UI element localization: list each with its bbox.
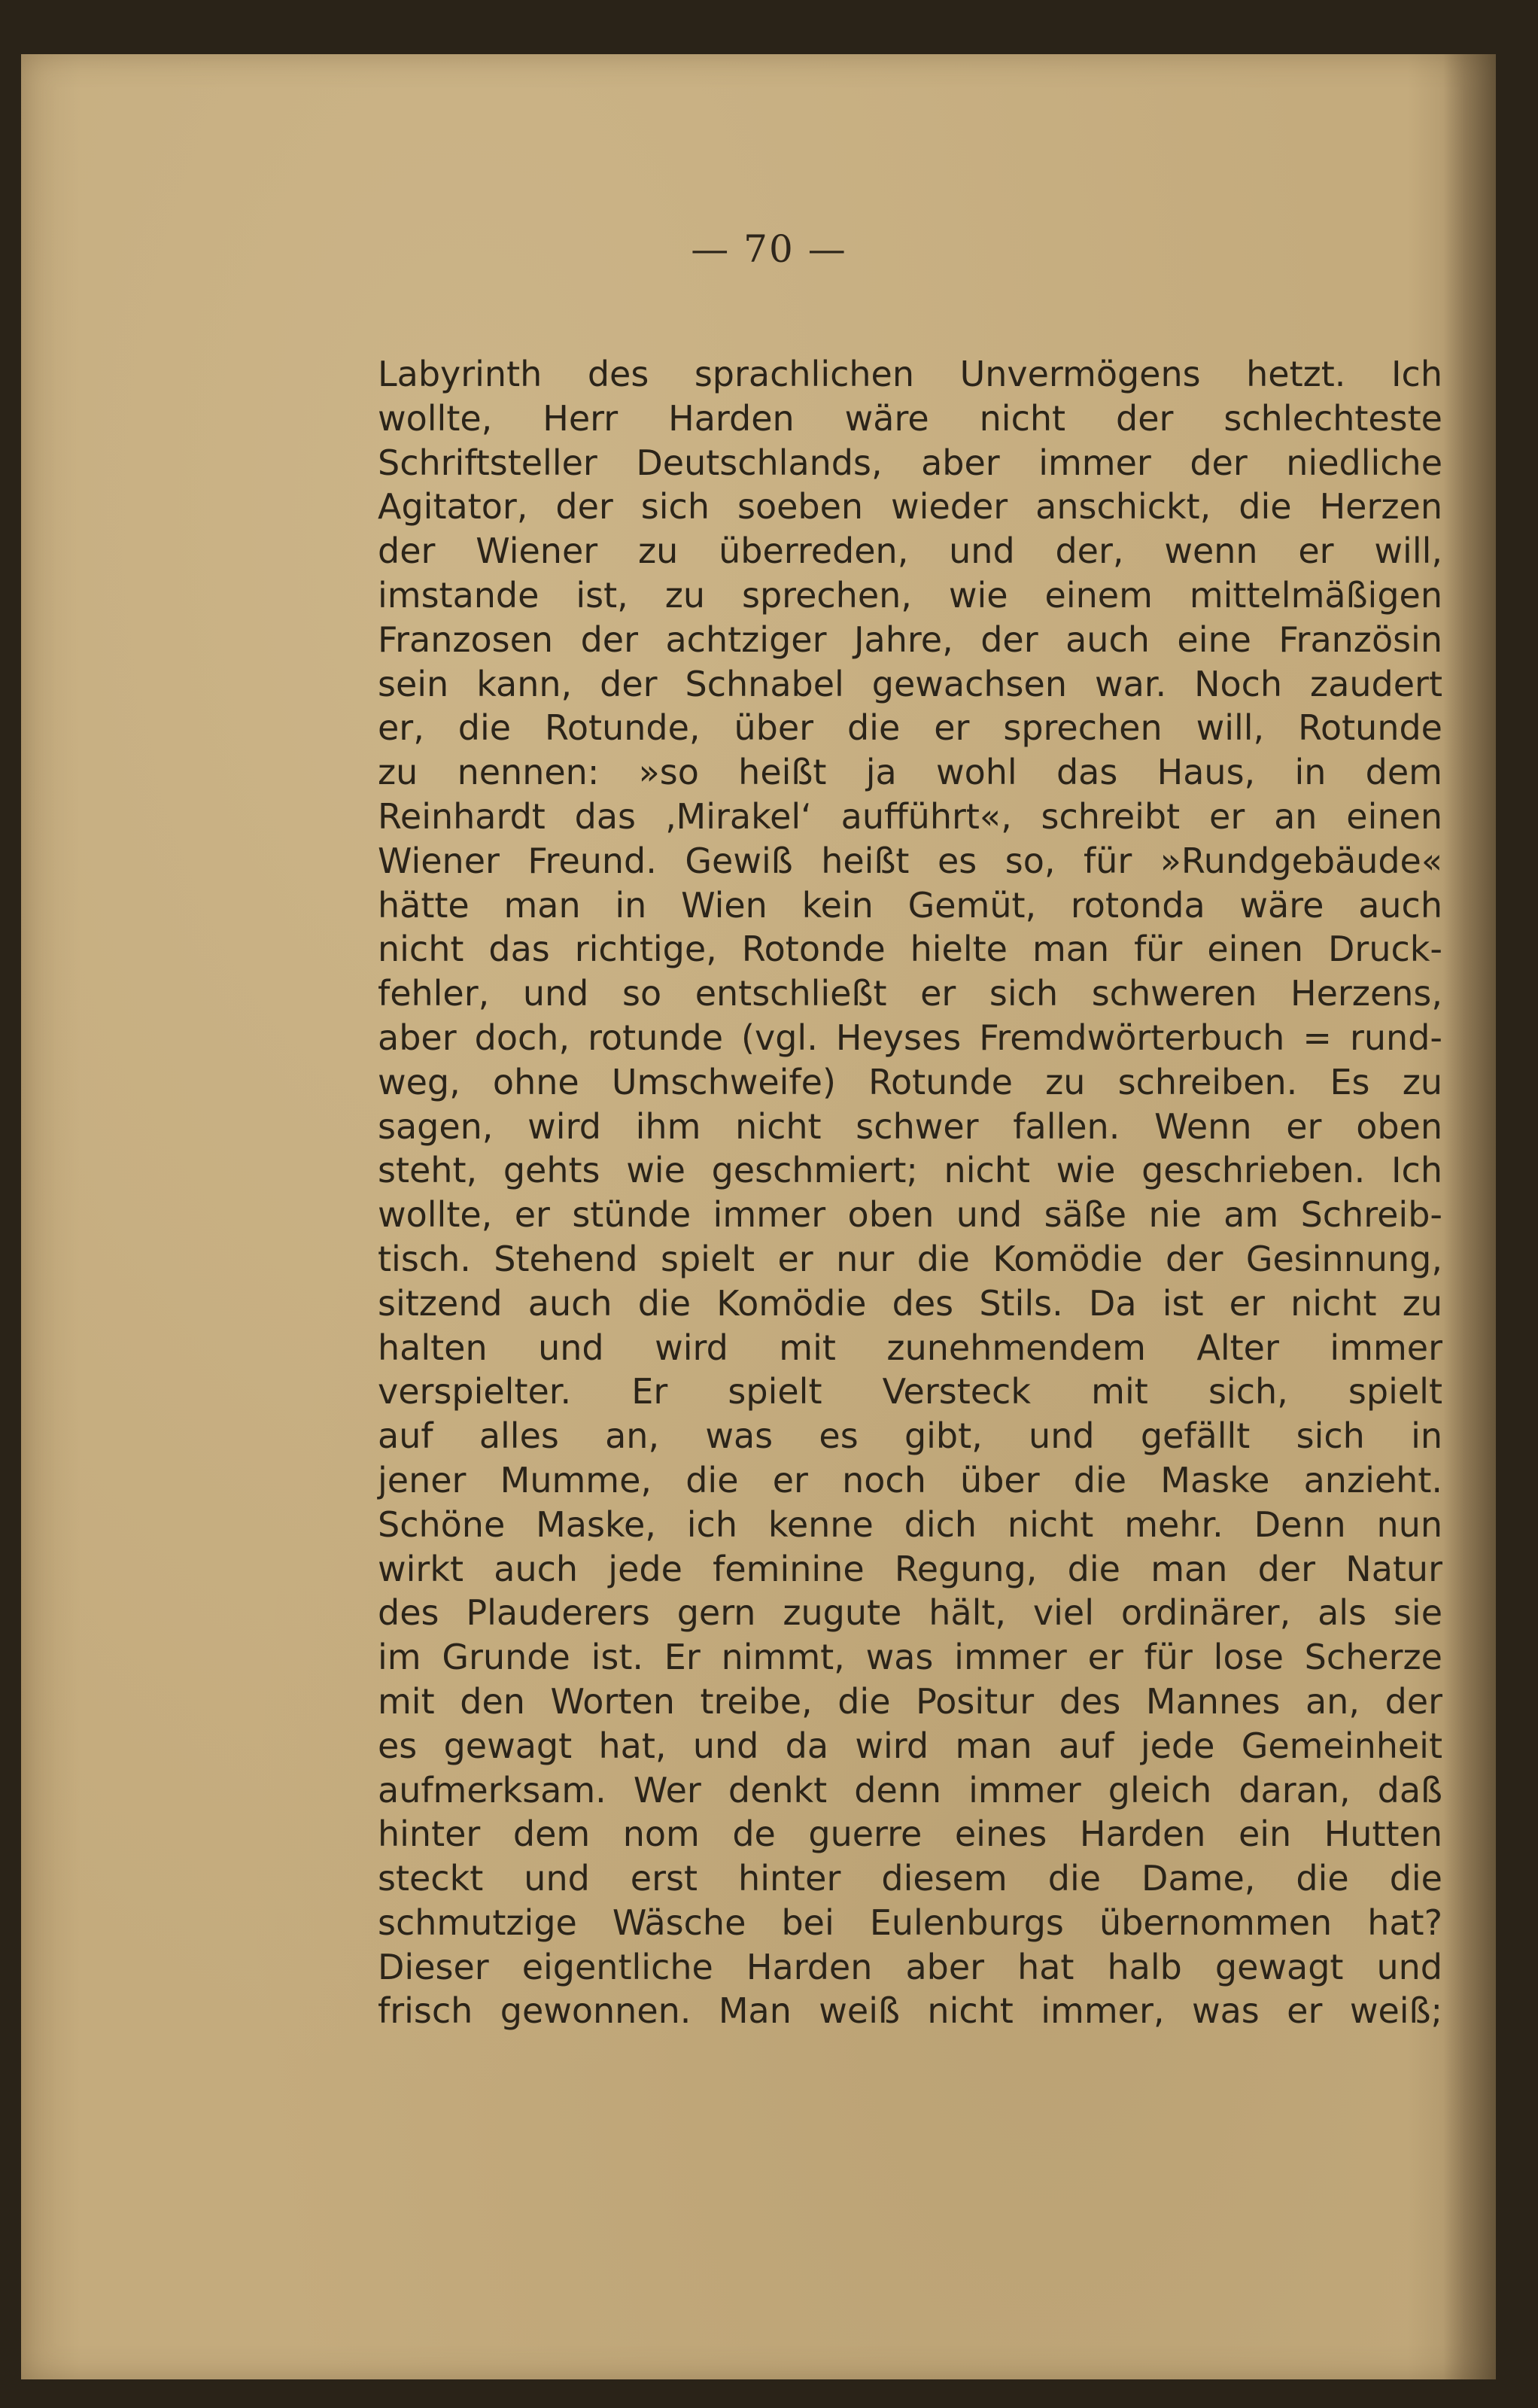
text-line: tisch. Stehend spielt er nur die Komödie der Gesinnung, xyxy=(378,1238,1442,1279)
text-line: aber doch, rotunde (vgl. Heyses Fremdwörterbuch = rund- xyxy=(378,1017,1442,1058)
text-line: es gewagt hat, und da wird man auf jede Gemeinheit xyxy=(378,1725,1442,1766)
page-gutter-shadow xyxy=(1443,54,1496,2379)
text-line: hätte man in Wien kein Gemüt, rotonda wäre auch xyxy=(378,884,1442,926)
text-line: sitzend auch die Komödie des Stils. Da ist er nicht zu xyxy=(378,1282,1442,1324)
text-line: auf alles an, was es gibt, und gefällt sich in xyxy=(378,1415,1442,1457)
text-line: Wiener Freund. Gewiß heißt es so, für »Rundgebäude« xyxy=(378,840,1442,881)
text-line: weg, ohne Umschweife) Rotunde zu schreiben. Es zu xyxy=(378,1061,1442,1102)
text-line: sein kann, der Schnabel gewachsen war. Noch zaudert xyxy=(378,663,1442,704)
text-line: Dieser eigentliche Harden aber hat halb gewagt und xyxy=(378,1946,1442,1987)
text-line: imstande ist, zu sprechen, wie einem mittelmäßigen xyxy=(378,574,1442,616)
text-line: wollte, er stünde immer oben und säße nie am Schreib- xyxy=(378,1194,1442,1236)
text-line: Labyrinth des sprachlichen Unvermögens hetzt. Ich xyxy=(378,354,1442,394)
text-line: hinter dem nom de guerre eines Harden ein Hutten xyxy=(378,1814,1442,1855)
text-line: er, die Rotunde, über die er sprechen will, Rotunde xyxy=(378,707,1442,749)
text-line: Agitator, der sich soeben wieder anschickt, die Herzen xyxy=(378,486,1442,528)
text-line: verspielter. Er spielt Versteck mit sich, spielt xyxy=(378,1371,1442,1412)
text-line: jener Mumme, die er noch über die Maske anzieht. xyxy=(378,1459,1442,1500)
page-number: — 70 — xyxy=(691,227,847,271)
text-line: im Grunde ist. Er nimmt, was immer er für lose Scherze xyxy=(378,1637,1442,1678)
text-line: wollte, Herr Harden wäre nicht der schlechteste xyxy=(378,397,1442,439)
text-line: halten und wird mit zunehmendem Alter immer xyxy=(378,1327,1442,1368)
text-line: frisch gewonnen. Man weiß nicht immer, was er weiß; xyxy=(378,1990,1442,2032)
text-line: der Wiener zu überreden, und der, wenn er will, xyxy=(378,531,1442,572)
text-line: mit den Worten treibe, die Positur des Mannes an, der xyxy=(378,1680,1442,1722)
text-line: Franzosen der achtziger Jahre, der auch eine Französin xyxy=(378,619,1442,660)
text-line: fehler, und so entschließt er sich schweren Herzens, xyxy=(378,973,1442,1014)
text-line: steht, gehts wie geschmiert; nicht wie geschrieben. Ich xyxy=(378,1150,1442,1191)
body-text xyxy=(378,352,1442,2033)
text-line: des Plauderers gern zugute hält, viel ordinärer, als sie xyxy=(378,1592,1442,1634)
text-line: Schöne Maske, ich kenne dich nicht mehr. Denn nun xyxy=(378,1503,1442,1545)
text-line: Reinhardt das ‚Mirakel‘ aufführt«, schreibt er an einen xyxy=(378,795,1442,837)
text-line: schmutzige Wäsche bei Eulenburgs übernommen hat? xyxy=(378,1902,1442,1943)
text-line: wirkt auch jede feminine Regung, die man der Natur xyxy=(378,1548,1442,1589)
text-line: sagen, wird ihm nicht schwer fallen. Wenn er oben xyxy=(378,1105,1442,1147)
text-line: Schriftsteller Deutschlands, aber immer der niedliche xyxy=(378,442,1442,483)
text-line: steckt und erst hinter diesem die Dame, die die xyxy=(378,1858,1442,1899)
text-line: zu nennen: »so heißt ja wohl das Haus, in dem xyxy=(378,752,1442,793)
text-line: aufmerksam. Wer denkt denn immer gleich daran, daß xyxy=(378,1769,1442,1811)
text-line: nicht das richtige, Rotonde hielte man für einen Druck- xyxy=(378,929,1442,970)
